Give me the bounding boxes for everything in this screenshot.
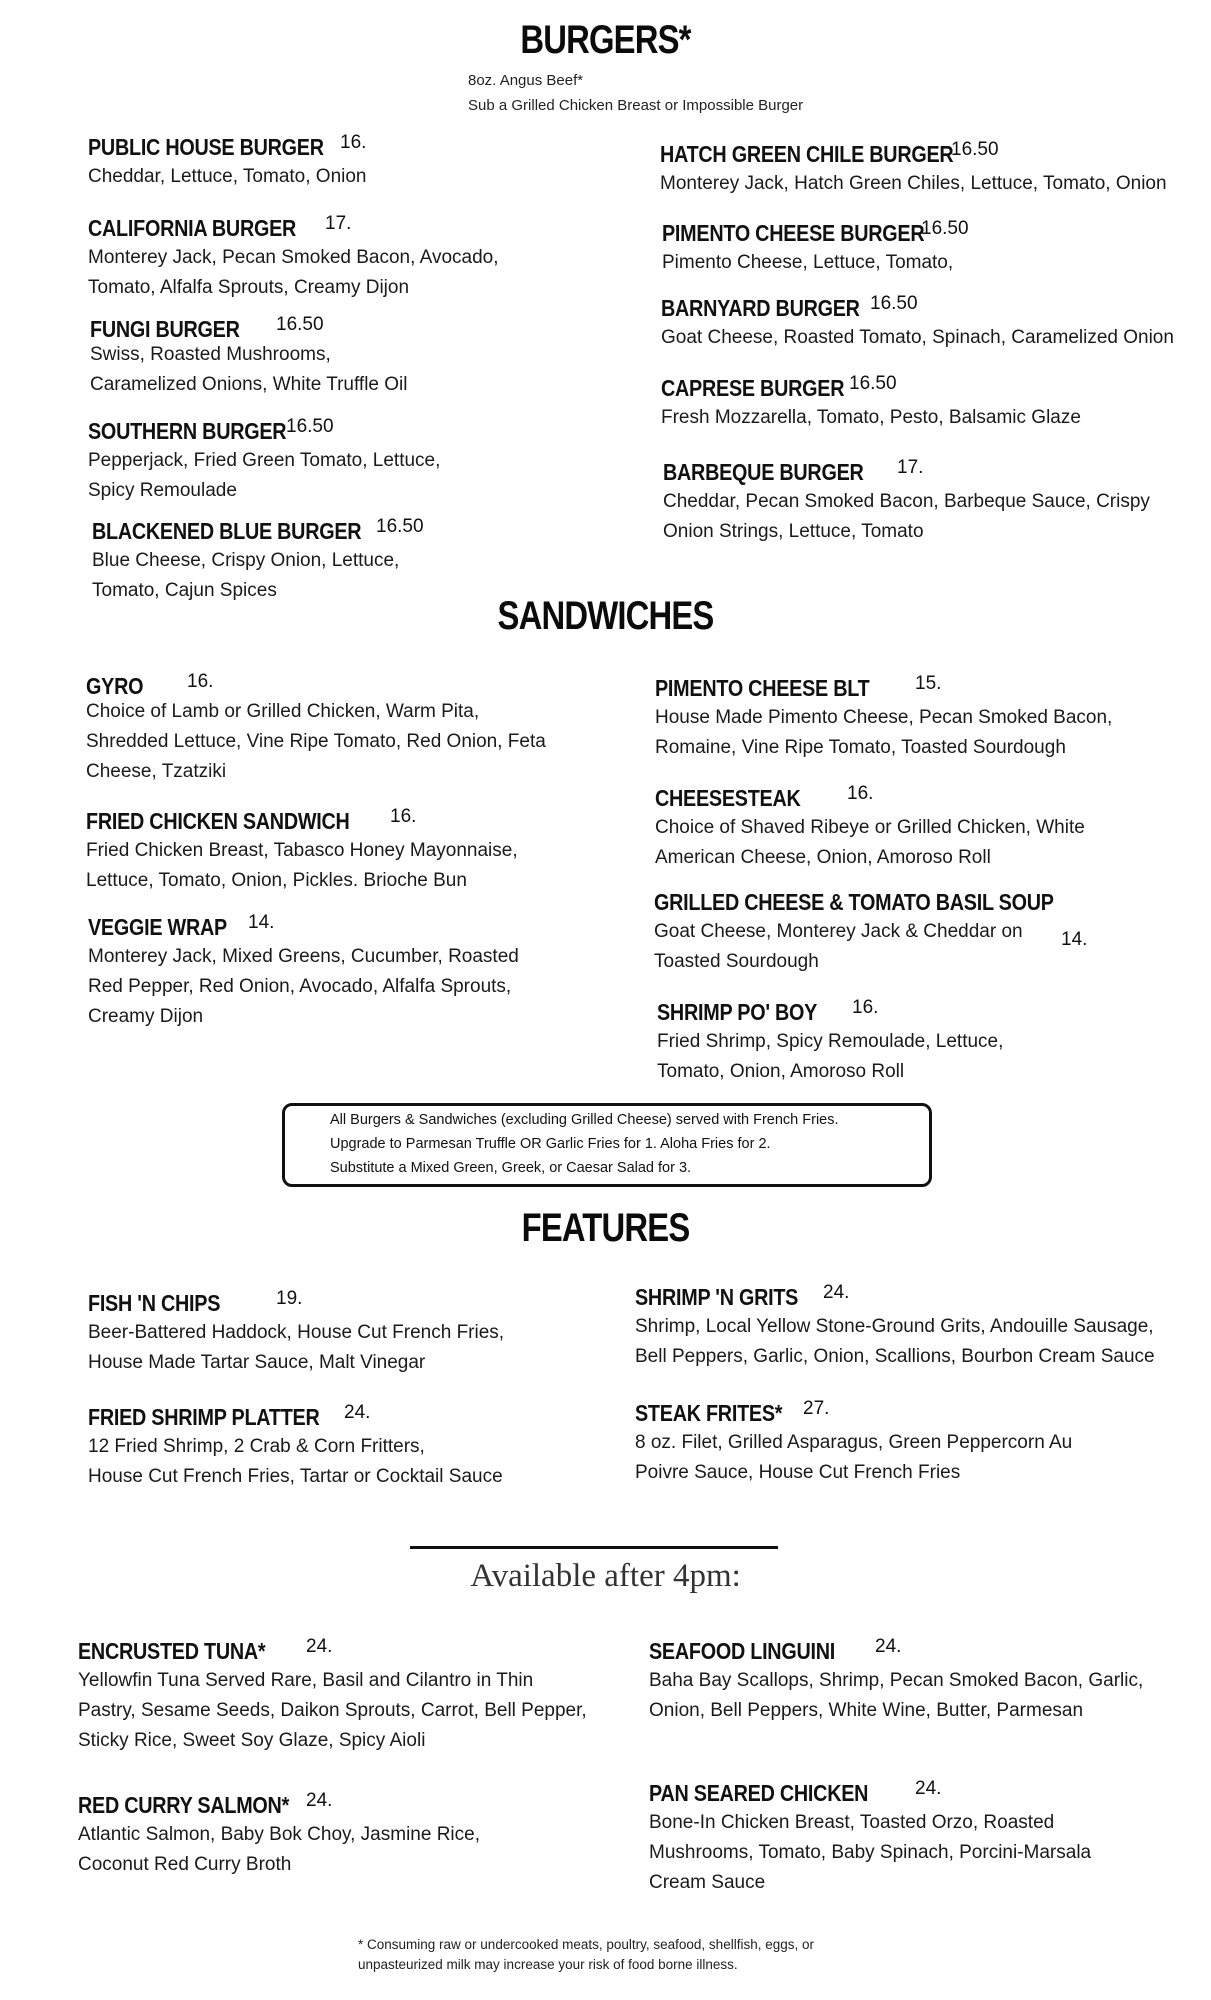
item-name: VEGGIE WRAP	[88, 914, 227, 940]
menu-item	[86, 673, 546, 787]
menu-item	[661, 295, 1174, 353]
menu-item	[635, 1284, 1155, 1372]
menu-item	[635, 1400, 1072, 1488]
item-description: Pimento Cheese, Lettuce, Tomato,	[662, 252, 954, 273]
item-price: 16.50	[286, 416, 334, 437]
item-description: Blue Cheese, Crispy Onion, Lettuce, Tomato, Cajun Spices	[92, 550, 400, 601]
item-price: 14.	[248, 912, 275, 933]
item-description: Cheddar, Lettuce, Tomato, Onion	[88, 166, 367, 187]
item-price: 17.	[325, 213, 352, 234]
item-name: SOUTHERN BURGER	[88, 418, 287, 444]
item-price: 14.	[1061, 929, 1088, 950]
item-name: GYRO	[86, 673, 144, 699]
item-description: Shrimp, Local Yellow Stone-Ground Grits, Andouille Sausage, Bell Peppers, Garlic, Onion, Scallions, Bourbon Cream Sauce	[635, 1316, 1155, 1367]
item-name: PAN SEARED CHICKEN	[649, 1780, 869, 1806]
item-description: Choice of Shaved Ribeye or Grilled Chicken, White American Cheese, Onion, Amoroso Roll	[655, 817, 1085, 868]
item-name: PIMENTO CHEESE BURGER	[662, 220, 925, 246]
item-description: Cheddar, Pecan Smoked Bacon, Barbeque Sauce, Crispy Onion Strings, Lettuce, Tomato	[663, 491, 1150, 542]
item-description: Fried Shrimp, Spicy Remoulade, Lettuce, Tomato, Onion, Amoroso Roll	[657, 1031, 1004, 1082]
item-description: Monterey Jack, Pecan Smoked Bacon, Avocado, Tomato, Alfalfa Sprouts, Creamy Dijon	[88, 247, 499, 298]
menu-item	[662, 220, 967, 278]
item-price: 19.	[276, 1288, 303, 1309]
item-price: 24.	[344, 1402, 371, 1423]
menu-item	[88, 1404, 503, 1492]
item-description: Pepperjack, Fried Green Tomato, Lettuce, Spicy Remoulade	[88, 450, 441, 501]
item-name: CHEESESTEAK	[655, 785, 801, 811]
item-price: 16.50	[921, 218, 969, 239]
item-price: 16.50	[276, 314, 324, 335]
menu-item	[661, 375, 1081, 433]
item-description: Fried Chicken Breast, Tabasco Honey Mayonnaise, Lettuce, Tomato, Onion, Pickles. Brioche Bun	[86, 840, 518, 891]
item-price: 17.	[897, 457, 924, 478]
menu-item	[88, 1290, 504, 1378]
item-name: SEAFOOD LINGUINI	[649, 1638, 835, 1664]
menu-item	[657, 999, 1003, 1087]
item-name: STEAK FRITES*	[635, 1400, 783, 1426]
burgers-subtitle-beef: 8oz. Angus Beef*	[468, 72, 584, 89]
item-price: 16.50	[376, 516, 424, 537]
item-description: Fresh Mozzarella, Tomato, Pesto, Balsamic Glaze	[661, 407, 1081, 428]
item-price: 24.	[306, 1790, 333, 1811]
item-description: Atlantic Salmon, Baby Bok Choy, Jasmine Rice, Coconut Red Curry Broth	[78, 1824, 480, 1875]
sides-note-box	[282, 1103, 932, 1187]
item-price: 16.50	[951, 139, 999, 160]
item-name: BARBEQUE BURGER	[663, 459, 864, 485]
item-description: Yellowfin Tuna Served Rare, Basil and Cilantro in Thin Pastry, Sesame Seeds, Daikon Sprouts, Carrot, Bell Pepper, Sticky Rice, Sweet Soy Glaze, Spicy Aioli	[78, 1670, 587, 1751]
item-name: CAPRESE BURGER	[661, 375, 845, 401]
item-name: FRIED SHRIMP PLATTER	[88, 1404, 320, 1430]
menu-item	[86, 808, 518, 896]
menu-item	[663, 459, 1150, 547]
item-name: RED CURRY SALMON*	[78, 1792, 290, 1818]
item-price: 27.	[803, 1398, 830, 1419]
item-price: 16.	[187, 671, 214, 692]
menu-item	[654, 889, 1119, 977]
item-description: Beer-Battered Haddock, House Cut French Fries, House Made Tartar Sauce, Malt Vinegar	[88, 1322, 505, 1373]
item-price: 15.	[915, 673, 942, 694]
menu-item	[88, 134, 367, 192]
menu-item	[660, 141, 1167, 199]
item-price: 24.	[823, 1282, 850, 1303]
item-description: Baha Bay Scallops, Shrimp, Pecan Smoked Bacon, Garlic, Onion, Bell Peppers, White Wine, Butter, Parmesan	[649, 1670, 1144, 1721]
item-name: PUBLIC HOUSE BURGER	[88, 134, 324, 160]
menu-item	[88, 914, 519, 1032]
item-name: BLACKENED BLUE BURGER	[92, 518, 362, 544]
item-name: CALIFORNIA BURGER	[88, 215, 297, 241]
evening-heading: Available after 4pm:	[470, 1558, 741, 1594]
menu-item	[78, 1792, 480, 1880]
note-line: All Burgers & Sandwiches (excluding Grilled Cheese) served with French Fries.	[330, 1112, 839, 1128]
item-description: Goat Cheese, Monterey Jack & Cheddar on Toasted Sourdough	[654, 921, 1023, 972]
item-price: 16.	[390, 806, 417, 827]
item-price: 24.	[306, 1636, 333, 1657]
item-description: Choice of Lamb or Grilled Chicken, Warm Pita, Shredded Lettuce, Vine Ripe Tomato, Red Onion, Feta Cheese, Tzatziki	[86, 701, 546, 782]
item-description: House Made Pimento Cheese, Pecan Smoked Bacon, Romaine, Vine Ripe Tomato, Toasted Sourdough	[655, 707, 1113, 758]
menu-item	[655, 675, 1112, 763]
menu-item	[655, 785, 1085, 873]
item-description: 12 Fried Shrimp, 2 Crab & Corn Fritters, House Cut French Fries, Tartar or Cocktail Sauce	[88, 1436, 503, 1487]
item-price: 16.50	[870, 293, 918, 314]
menu-item	[649, 1638, 1143, 1726]
item-name: PIMENTO CHEESE BLT	[655, 675, 870, 701]
food-safety-disclaimer: * Consuming raw or undercooked meats, poultry, seafood, shellfish, eggs, or unpasteurized milk may increase your risk of food borne illness.	[358, 1937, 814, 1972]
item-price: 16.50	[849, 373, 897, 394]
menu-item	[88, 418, 440, 506]
menu-item	[649, 1780, 1091, 1898]
section-divider	[410, 1546, 778, 1549]
item-description: Goat Cheese, Roasted Tomato, Spinach, Caramelized Onion	[661, 327, 1174, 348]
note-line: Upgrade to Parmesan Truffle OR Garlic Fries for 1. Aloha Fries for 2.	[330, 1136, 771, 1152]
burgers-title: BURGERS*	[520, 18, 691, 62]
item-name: SHRIMP 'N GRITS	[635, 1284, 799, 1310]
item-name: ENCRUSTED TUNA*	[78, 1638, 266, 1664]
item-name: BARNYARD BURGER	[661, 295, 860, 321]
item-name: GRILLED CHEESE & TOMATO BASIL SOUP	[654, 889, 1054, 915]
item-name: HATCH GREEN CHILE BURGER	[660, 141, 954, 167]
item-price: 16.	[847, 783, 874, 804]
item-description: 8 oz. Filet, Grilled Asparagus, Green Peppercorn Au Poivre Sauce, House Cut French Fries	[635, 1432, 1073, 1483]
item-description: Monterey Jack, Hatch Green Chiles, Lettuce, Tomato, Onion	[660, 173, 1167, 194]
item-name: FISH 'N CHIPS	[88, 1290, 221, 1316]
menu-item	[78, 1638, 587, 1756]
item-price: 24.	[875, 1636, 902, 1657]
sandwiches-title: SANDWICHES	[497, 594, 714, 638]
item-name: FUNGI BURGER	[90, 316, 240, 342]
item-description: Swiss, Roasted Mushrooms, Caramelized Onions, White Truffle Oil	[90, 344, 408, 395]
item-name: FRIED CHICKEN SANDWICH	[86, 808, 350, 834]
item-price: 16.	[852, 997, 879, 1018]
item-description: Bone-In Chicken Breast, Toasted Orzo, Roasted Mushrooms, Tomato, Baby Spinach, Porcini-Marsala Cream Sauce	[649, 1812, 1092, 1893]
item-name: SHRIMP PO' BOY	[657, 999, 818, 1025]
features-title: FEATURES	[521, 1206, 690, 1250]
item-price: 16.	[340, 132, 367, 153]
menu-item	[92, 516, 424, 606]
item-price: 24.	[915, 1778, 942, 1799]
note-line: Substitute a Mixed Green, Greek, or Caesar Salad for 3.	[330, 1160, 692, 1176]
menu-item	[90, 316, 408, 400]
burgers-subtitle-substitute: Sub a Grilled Chicken Breast or Impossible Burger	[468, 97, 804, 114]
item-description: Monterey Jack, Mixed Greens, Cucumber, Roasted Red Pepper, Red Onion, Avocado, Alfalfa Sprouts, Creamy Dijon	[88, 946, 519, 1027]
menu-item	[88, 215, 499, 303]
